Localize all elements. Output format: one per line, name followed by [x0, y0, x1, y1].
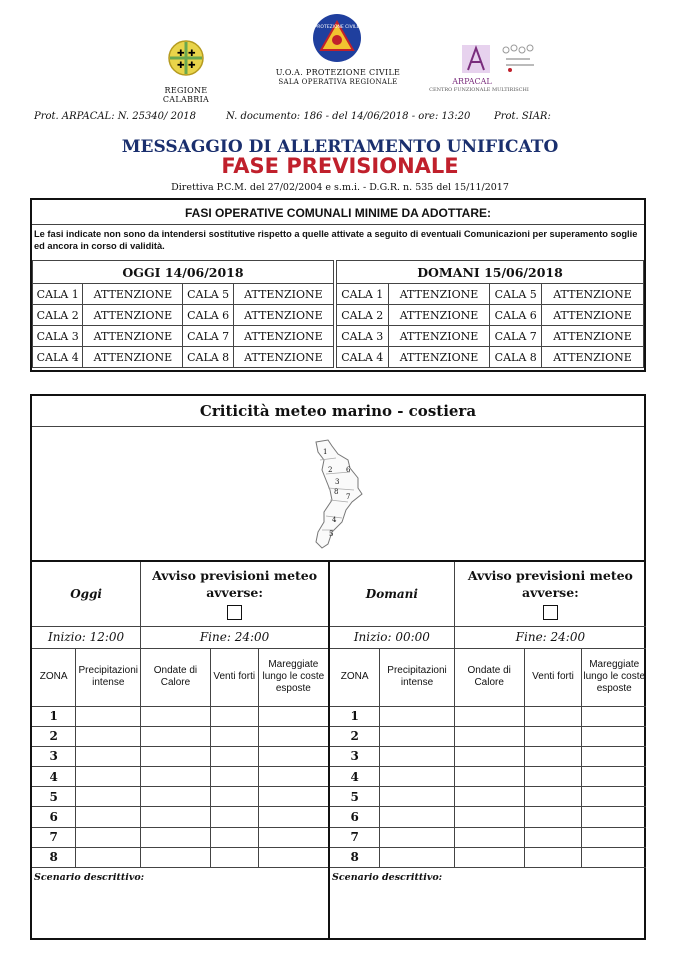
tomorrow-zone-row: [330, 746, 646, 766]
cala-label: CALA 5: [490, 284, 542, 305]
cala-label: CALA 1: [337, 284, 389, 305]
map-zone-label: 5: [329, 530, 334, 538]
today-zone-cell[interactable]: [210, 767, 258, 787]
today-scenario-label: Scenario descrittivo:: [34, 872, 145, 883]
phase-row: [33, 326, 334, 347]
today-zone-row: [32, 787, 328, 807]
tomorrow-label: DOMANI 15/06/2018: [337, 261, 644, 284]
tomorrow-zone-cell[interactable]: [524, 706, 582, 726]
regione-calabria-logo: [142, 38, 230, 104]
phase-row: [337, 305, 644, 326]
zone-number: 2: [32, 726, 76, 746]
tomorrow-inizio: Inizio: 00:00: [330, 626, 454, 648]
tomorrow-zone-cell[interactable]: [380, 746, 455, 766]
cala-label: CALA 8: [490, 347, 542, 368]
sala-operativa-line: SALA OPERATIVA REGIONALE: [278, 78, 398, 86]
zone-number: 6: [330, 807, 380, 827]
arpacal-label: ARPACAL: [452, 77, 492, 86]
today-zone-cell[interactable]: [76, 787, 141, 807]
map-zone-label: 1: [323, 448, 328, 456]
today-zone-cell[interactable]: [210, 847, 258, 867]
prot-siar: Prot. SIAR:: [494, 111, 551, 122]
today-column-header: Precipitazioni intense: [76, 648, 141, 706]
phase-title: FASE PREVISIONALE: [221, 154, 459, 178]
today-zone-cell[interactable]: [76, 847, 141, 867]
svg-text:✚: ✚: [188, 49, 196, 59]
arpacal-logo: [429, 42, 562, 94]
tomorrow-zone-cell[interactable]: [582, 767, 646, 787]
tomorrow-zone-cell[interactable]: [454, 726, 524, 746]
operative-phases-box: [30, 198, 646, 372]
tomorrow-avviso-label: Avviso previsioni meteo avverse:: [467, 568, 633, 601]
phase-value: ATTENZIONE: [388, 305, 490, 326]
phase-value: ATTENZIONE: [233, 347, 333, 368]
cala-label: CALA 4: [337, 347, 389, 368]
operative-note: Le fasi indicate non sono da intendersi sostitutive rispetto a quelle attivate a seguito di eventuali Comunicazioni per superamento soglie ed ancora in corso di validità.: [34, 229, 638, 251]
today-zone-row: [32, 767, 328, 787]
zone-number: 5: [330, 787, 380, 807]
today-zone-cell[interactable]: [210, 726, 258, 746]
tomorrow-zone-row: [330, 706, 646, 726]
cala-label: CALA 8: [183, 347, 233, 368]
today-zone-cell[interactable]: [258, 767, 328, 787]
tomorrow-zone-row: [330, 726, 646, 746]
today-zone-cell[interactable]: [141, 706, 211, 726]
cala-label: CALA 5: [183, 284, 233, 305]
today-day-label: Oggi: [32, 562, 141, 626]
today-zone-row: [32, 706, 328, 726]
tomorrow-fine: Fine: 24:00: [454, 626, 646, 648]
tomorrow-zone-cell[interactable]: [454, 787, 524, 807]
tomorrow-zone-cell[interactable]: [524, 827, 582, 847]
today-zone-cell[interactable]: [258, 726, 328, 746]
today-zone-row: [32, 746, 328, 766]
today-zone-cell[interactable]: [141, 746, 211, 766]
regione-calabria-label: REGIONE CALABRIA: [162, 86, 210, 104]
tomorrow-zone-cell[interactable]: [582, 807, 646, 827]
tomorrow-zone-row: [330, 847, 646, 867]
map-zone-label: 4: [332, 516, 337, 524]
cala-label: CALA 3: [33, 326, 83, 347]
zone-number: 2: [330, 726, 380, 746]
cala-label: CALA 4: [33, 347, 83, 368]
phase-value: ATTENZIONE: [83, 284, 183, 305]
phase-value: ATTENZIONE: [541, 326, 643, 347]
tomorrow-zone-cell[interactable]: [454, 827, 524, 847]
protezione-civile-badge: PROTEZIONE CIVILE: [314, 25, 360, 30]
main-title: MESSAGGIO DI ALLERTAMENTO UNIFICATO: [121, 137, 559, 157]
today-zone-cell[interactable]: [76, 726, 141, 746]
cala-label: CALA 2: [337, 305, 389, 326]
today-zone-cell[interactable]: [210, 706, 258, 726]
today-panel: [32, 562, 328, 938]
cala-label: CALA 6: [490, 305, 542, 326]
tomorrow-zone-cell[interactable]: [524, 726, 582, 746]
tomorrow-zone-cell[interactable]: [524, 847, 582, 867]
calabria-zone-map: [302, 438, 382, 550]
zone-number: 3: [330, 746, 380, 766]
today-zone-cell[interactable]: [141, 807, 211, 827]
svg-text:✚: ✚: [188, 61, 196, 71]
tomorrow-zone-cell[interactable]: [380, 847, 455, 867]
directive-line: Direttiva P.C.M. del 27/02/2004 e s.m.i. - D.G.R. n. 535 del 15/11/2017: [171, 182, 509, 193]
today-zone-cell[interactable]: [141, 847, 211, 867]
tomorrow-zone-cell[interactable]: [582, 827, 646, 847]
today-zone-row: [32, 726, 328, 746]
tomorrow-column-header: Ondate di Calore: [454, 648, 524, 706]
today-zone-cell[interactable]: [76, 827, 141, 847]
today-zone-cell[interactable]: [258, 746, 328, 766]
today-column-header: Venti forti: [210, 648, 258, 706]
map-zone-label: 2: [328, 466, 333, 474]
today-column-header: Mareggiate lungo le coste esposte: [258, 648, 328, 706]
today-zone-cell[interactable]: [141, 726, 211, 746]
tomorrow-zone-cell[interactable]: [380, 706, 455, 726]
zone-number: 6: [32, 807, 76, 827]
today-zone-cell[interactable]: [76, 767, 141, 787]
tomorrow-zone-cell[interactable]: [454, 706, 524, 726]
zone-number: 8: [330, 847, 380, 867]
today-zone-cell[interactable]: [76, 807, 141, 827]
today-column-header: Ondate di Calore: [141, 648, 211, 706]
map-zone-label: 6: [346, 466, 351, 474]
cala-label: CALA 3: [337, 326, 389, 347]
today-zone-cell[interactable]: [258, 706, 328, 726]
today-zone-cell[interactable]: [258, 807, 328, 827]
phase-value: ATTENZIONE: [233, 326, 333, 347]
phase-value: ATTENZIONE: [541, 284, 643, 305]
phase-value: ATTENZIONE: [83, 326, 183, 347]
tomorrow-column-header: ZONA: [330, 648, 380, 706]
phase-row: [33, 347, 334, 368]
tomorrow-zone-cell[interactable]: [380, 807, 455, 827]
tomorrow-phases-body: [337, 284, 644, 368]
zone-number: 4: [32, 767, 76, 787]
zone-number: 1: [330, 706, 380, 726]
tomorrow-zone-row: [330, 767, 646, 787]
zone-number: 8: [32, 847, 76, 867]
zone-number: 7: [330, 827, 380, 847]
today-zone-cell[interactable]: [210, 807, 258, 827]
tomorrow-zone-cell[interactable]: [524, 807, 582, 827]
map-zone-label: 7: [346, 493, 351, 501]
tomorrow-zone-cell[interactable]: [454, 847, 524, 867]
today-avviso-label: Avviso previsioni meteo avverse:: [152, 568, 318, 601]
uoa-line: U.O.A. PROTEZIONE CIVILE: [275, 68, 401, 77]
zone-number: 1: [32, 706, 76, 726]
tomorrow-zone-cell[interactable]: [582, 847, 646, 867]
tomorrow-panel: [328, 562, 646, 938]
phase-row: [33, 284, 334, 305]
tomorrow-zone-cell[interactable]: [582, 706, 646, 726]
today-zone-cell[interactable]: [76, 706, 141, 726]
phase-row: [337, 326, 644, 347]
phase-value: ATTENZIONE: [388, 326, 490, 347]
phase-value: ATTENZIONE: [541, 347, 643, 368]
today-zone-cell[interactable]: [76, 746, 141, 766]
phase-value: ATTENZIONE: [388, 284, 490, 305]
phase-value: ATTENZIONE: [233, 284, 333, 305]
cala-label: CALA 7: [183, 326, 233, 347]
today-zone-row: [32, 827, 328, 847]
tomorrow-zone-cell[interactable]: [524, 787, 582, 807]
today-zone-cell[interactable]: [210, 827, 258, 847]
protezione-civile-logo: [275, 12, 430, 92]
cala-label: CALA 6: [183, 305, 233, 326]
phase-row: [33, 305, 334, 326]
today-phases-table: [32, 260, 334, 368]
phase-value: ATTENZIONE: [83, 347, 183, 368]
tomorrow-phases-table: [336, 260, 644, 368]
cala-label: CALA 7: [490, 326, 542, 347]
today-inizio: Inizio: 12:00: [32, 626, 141, 648]
today-zone-cell[interactable]: [258, 847, 328, 867]
today-zone-cell[interactable]: [141, 787, 211, 807]
tomorrow-zone-cell[interactable]: [380, 767, 455, 787]
zone-number: 5: [32, 787, 76, 807]
tomorrow-zone-row: [330, 807, 646, 827]
tomorrow-zone-cell[interactable]: [582, 787, 646, 807]
tomorrow-zone-cell[interactable]: [454, 746, 524, 766]
tomorrow-column-header: Venti forti: [524, 648, 582, 706]
today-fine: Fine: 24:00: [141, 626, 328, 648]
zone-number: 3: [32, 746, 76, 766]
map-zone-label: 8: [334, 488, 339, 496]
tomorrow-zone-cell[interactable]: [380, 827, 455, 847]
tomorrow-zone-cell[interactable]: [582, 746, 646, 766]
today-phases-body: [33, 284, 334, 368]
today-zone-cell[interactable]: [141, 767, 211, 787]
tomorrow-zone-row: [330, 827, 646, 847]
svg-text:✚: ✚: [177, 49, 185, 59]
criticita-heading: Criticità meteo marino - costiera: [199, 402, 477, 420]
phase-row: [337, 347, 644, 368]
operative-heading: FASI OPERATIVE COMUNALI MINIME DA ADOTTARE:: [185, 206, 491, 220]
today-zone-cell[interactable]: [258, 827, 328, 847]
today-zone-cell[interactable]: [210, 746, 258, 766]
phase-value: ATTENZIONE: [541, 305, 643, 326]
tomorrow-zone-cell[interactable]: [380, 726, 455, 746]
today-avviso-checkbox[interactable]: [227, 605, 242, 620]
tomorrow-column-header: Precipitazioni intense: [380, 648, 455, 706]
tomorrow-zone-cell[interactable]: [582, 726, 646, 746]
tomorrow-zone-cell[interactable]: [454, 767, 524, 787]
zone-number: 7: [32, 827, 76, 847]
prot-arpacal: Prot. ARPACAL: N. 25340/ 2018: [34, 111, 197, 122]
tomorrow-zone-cell[interactable]: [524, 767, 582, 787]
phase-row: [337, 284, 644, 305]
tomorrow-scenario-label: Scenario descrittivo:: [332, 872, 443, 883]
tomorrow-zone-row: [330, 787, 646, 807]
map-zone-label: 3: [335, 478, 340, 486]
tomorrow-column-header: Mareggiate lungo le coste esposte: [582, 648, 646, 706]
tomorrow-day-label: Domani: [330, 562, 454, 626]
today-zone-row: [32, 807, 328, 827]
arpacal-sub: CENTRO FUNZIONALE MULTIRISCHI: [429, 87, 529, 93]
zone-number: 4: [330, 767, 380, 787]
tomorrow-zone-cell[interactable]: [524, 746, 582, 766]
today-zone-cell[interactable]: [141, 827, 211, 847]
phase-value: ATTENZIONE: [83, 305, 183, 326]
today-zone-cell[interactable]: [210, 787, 258, 807]
today-label: OGGI 14/06/2018: [33, 261, 334, 284]
cala-label: CALA 2: [33, 305, 83, 326]
today-zone-row: [32, 847, 328, 867]
today-zone-cell[interactable]: [258, 787, 328, 807]
phase-value: ATTENZIONE: [233, 305, 333, 326]
cala-label: CALA 1: [33, 284, 83, 305]
criticita-box: [30, 394, 646, 940]
phase-value: ATTENZIONE: [388, 347, 490, 368]
tomorrow-avviso-checkbox[interactable]: [543, 605, 558, 620]
svg-text:✚: ✚: [177, 61, 185, 71]
numero-documento: N. documento: 186 - del 14/06/2018 - ore: 13:20: [226, 111, 471, 122]
tomorrow-zone-cell[interactable]: [380, 787, 455, 807]
today-column-header: ZONA: [32, 648, 76, 706]
tomorrow-zone-cell[interactable]: [454, 807, 524, 827]
